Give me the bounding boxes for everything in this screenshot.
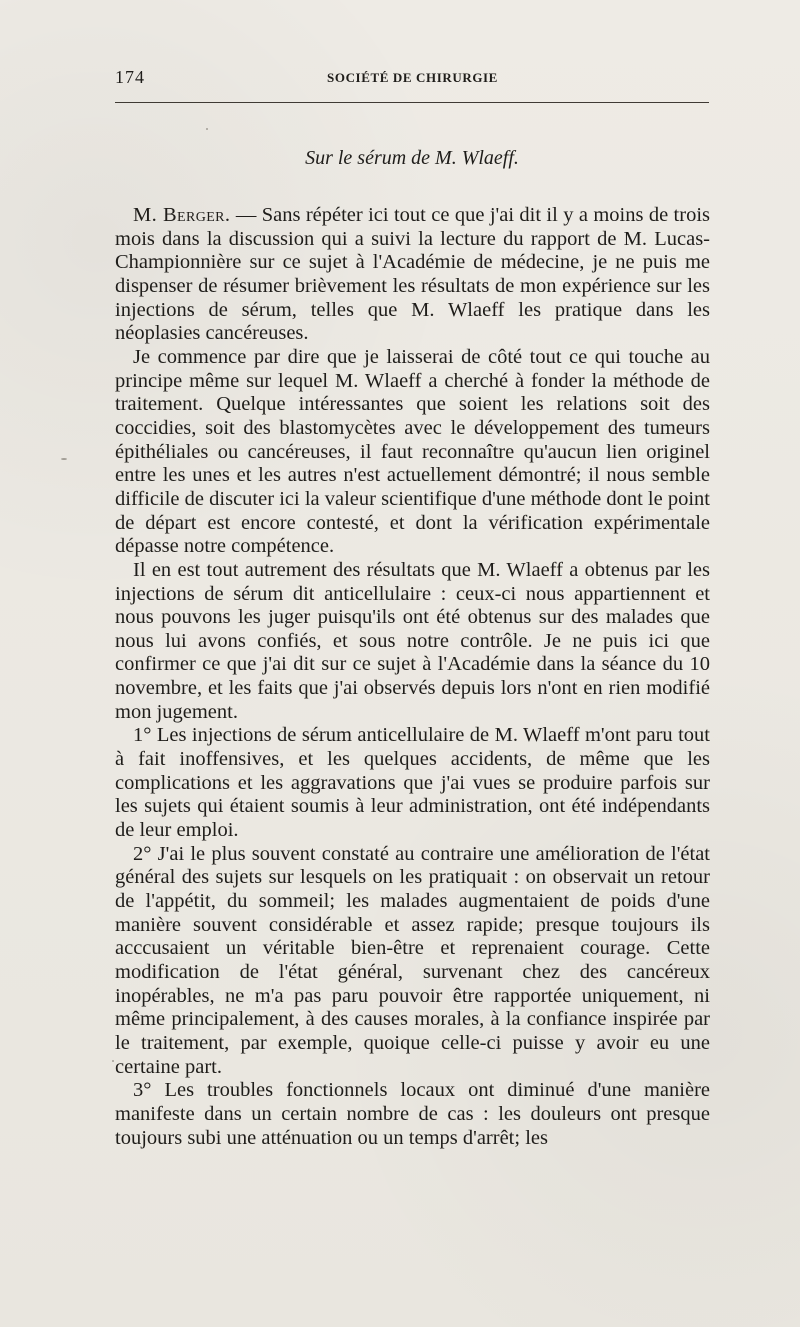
print-speck [206, 128, 208, 130]
paragraph-berger [115, 204, 710, 346]
paragraph-point-1: 1° Les injections de sérum anticellulaire de M. Wlaeff m'ont paru tout à fait inoffensives, et les quelques accidents, de même que les complications et les aggravations que j'ai vues se produire parfois sur les sujets qui étaient soumis à leur administration, ont été indépendants de leur emploi. [115, 724, 710, 842]
running-head: SOCIÉTÉ DE CHIRURGIE [327, 70, 498, 85]
page-number: 174 [115, 67, 145, 87]
paragraph-text: — Sans répéter ici tout ce que j'ai dit il y a moins de trois mois dans la discussion qui a suivi la lecture du rapport de M. Lucas-Championnière sur ce sujet à l'Académie de médecine, je ne puis me dispenser de résumer brièvement les résultats de mon expérience sur les injections de sérum, telles que M. Wlaeff les pratique dans les néoplasies cancéreuses. [115, 204, 711, 345]
paragraph-results: Il en est tout autrement des résultats que M. Wlaeff a obtenus par les injections de sérum dit anticellulaire : ceux-ci nous appartiennent et nous pouvons les juger puisqu'ils ont été obtenus sur des malades que nous lui avons confiés, et sous notre contrôle. Je ne puis ici que confirmer ce que j'ai dit sur ce sujet à l'Académie dans la séance du 10 novembre, et les faits que j'ai observés depuis lors n'ont en rien modifié mon jugement. [115, 558, 710, 723]
body-text [115, 204, 710, 1150]
section-title: Sur le sérum de M. Wlaeff. [305, 147, 519, 169]
page-header [115, 67, 710, 89]
paragraph-point-2: 2° J'ai le plus souvent constaté au contraire une amélioration de l'état général des sujets sur lesquels on les pratiquait : on observait un retour de l'appétit, du sommeil; les malades augmentaient de poids d'une manière souvent considérable et assez rapide; presque toujours ils acccusaient un véritable bien-être et reprenaient courage. Cette modification de l'état général, survenant chez des cancéreux inopérables, ne m'a pas paru pouvoir être rapportée uniquement, ni même principalement, à des causes morales, à la confiance inspirée par le traitement, par exemple, quoique celle-ci puisse y avoir eu une certaine part. [115, 842, 710, 1078]
print-speck [61, 458, 67, 460]
header-rule [115, 102, 709, 103]
print-speck [112, 1060, 114, 1062]
speaker-name: M. Berger. [133, 204, 231, 226]
paragraph-method: Je commence par dire que je laisserai de côté tout ce qui touche au principe même sur lequel M. Wlaeff a cherché à fonder la méthode de traitement. Quelque intéressantes que soient les relations soit des coccidies, soit des blastomycètes avec le développement des tumeurs épithéliales ou cancéreuses, il faut reconnaître qu'aucun lien originel entre les unes et les autres n'est actuellement démontré; il nous semble difficile de discuter ici la valeur scientifique d'une méthode dont le point de départ est encore contesté, et dont la vérification expérimentale dépasse notre compétence. [115, 345, 710, 558]
paragraph-point-3: 3° Les troubles fonctionnels locaux ont diminué d'une manière manifeste dans un certain nombre de cas : les douleurs ont presque toujours subi une atténuation ou un temps d'arrêt; les [115, 1079, 710, 1149]
